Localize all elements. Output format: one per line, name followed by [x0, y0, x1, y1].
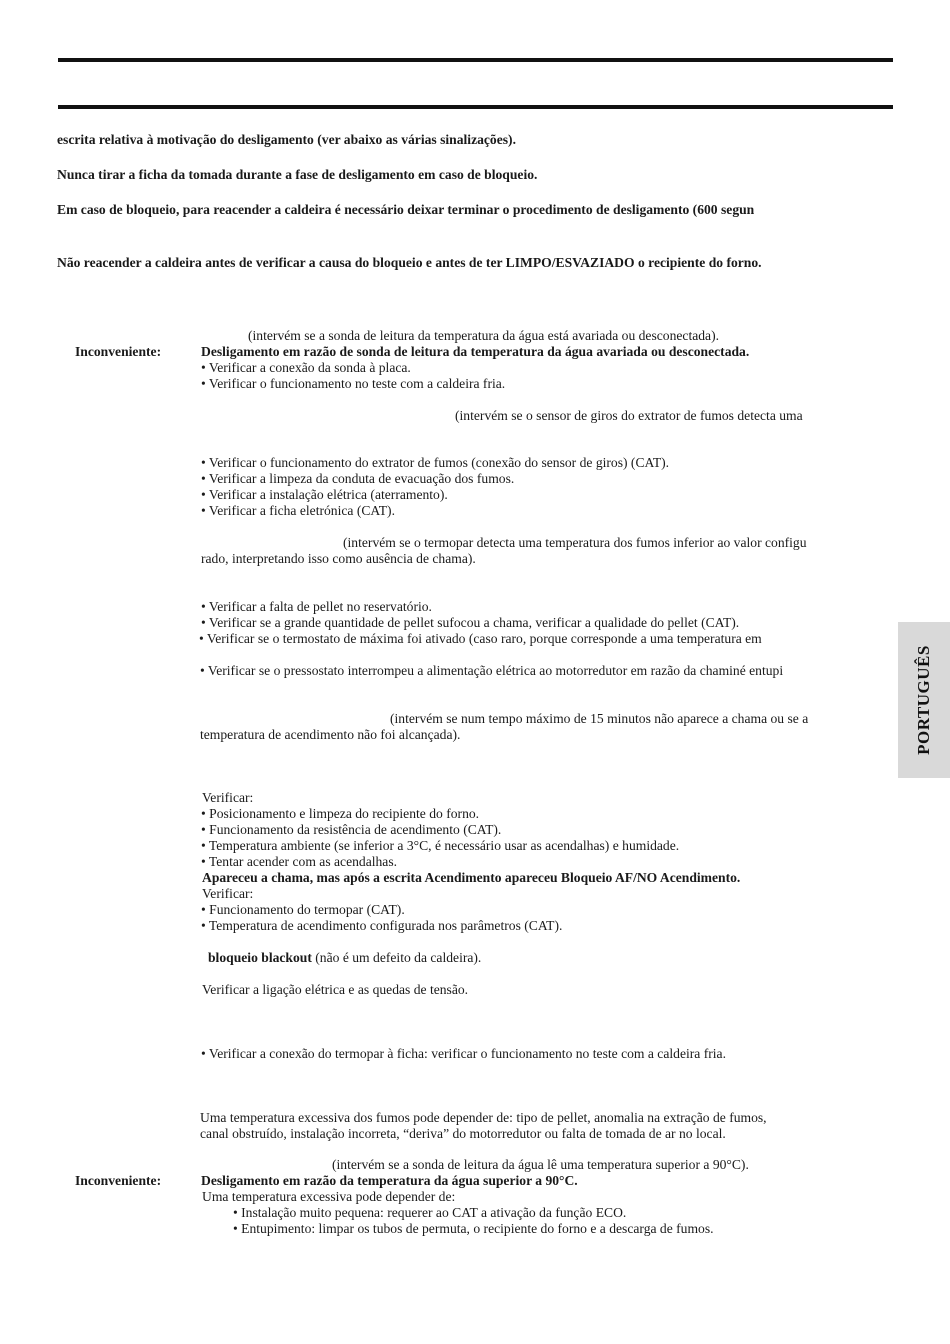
extractor-note: (intervém se o sensor de giros do extrator de fumos detecta uma	[455, 408, 803, 423]
extractor-item: • Verificar a instalação elétrica (aterramento).	[201, 487, 448, 502]
ignition-check-label-2: Verificar:	[202, 886, 254, 901]
water-probe-note: (intervém se a sonda de leitura da temperatura da água está avariada ou desconectada).	[248, 328, 720, 343]
water-probe-label: Inconveniente:	[75, 344, 162, 359]
intro-paragraph-2: Nunca tirar a ficha da tomada durante a fase de desligamento em caso de bloqueio.	[57, 167, 538, 182]
ignition-item: • Tentar acender com as acendalhas.	[201, 854, 398, 869]
water-probe-problem: Desligamento em razão de sonda de leitura da temperatura da água avariada ou desconectada.	[201, 344, 750, 359]
extractor-item: • Verificar o funcionamento do extrator de fumos (conexão do sensor de giros) (CAT).	[201, 455, 670, 470]
ignition-check-label: Verificar:	[202, 790, 254, 805]
blackout-check: Verificar a ligação elétrica e as quedas de tensão.	[202, 982, 469, 997]
thermocouple-note-cont: rado, interpretando isso como ausência de chama).	[201, 551, 476, 566]
intro-paragraph-3: Em caso de bloqueio, para reacender a caldeira é necessário deixar terminar o procedimento de desligamento (600 segun	[57, 202, 755, 217]
fumes-temp-line-1: Uma temperatura excessiva dos fumos pode depender de: tipo de pellet, anomalia na extração de fumos,	[200, 1110, 767, 1125]
water-temp-intro: Uma temperatura excessiva pode depender de:	[202, 1189, 456, 1204]
water-temp-note: (intervém se a sonda de leitura da água lê uma temperatura superior a 90°C).	[332, 1157, 749, 1172]
fumes-temp-line-2: canal obstruído, instalação incorreta, “deriva” do motorredutor ou falta de tomada de ar no local.	[200, 1126, 726, 1141]
language-side-tab	[898, 622, 950, 778]
blackout-bold: bloqueio blackout	[208, 950, 312, 965]
thermocouple-item: • Verificar se a grande quantidade de pellet sufocou a chama, verificar a qualidade do pellet (CAT).	[201, 615, 740, 630]
extractor-item: • Verificar a limpeza da conduta de evacuação dos fumos.	[201, 471, 515, 486]
ignition-item: • Posicionamento e limpeza do recipiente do forno.	[201, 806, 480, 821]
water-temp-item: • Entupimento: limpar os tubos de permuta, o recipiente do forno e a descarga de fumos.	[233, 1221, 714, 1236]
blackout-line	[208, 950, 481, 966]
blackout-rest: (não é um defeito da caldeira).	[311, 950, 482, 965]
thermocouple-conn-item: • Verificar a conexão do termopar à ficha: verificar o funcionamento no teste com a caldeira fria.	[201, 1046, 726, 1061]
water-temp-problem: Desligamento em razão da temperatura da água superior a 90°C.	[201, 1173, 578, 1188]
thermocouple-item-extra: • Verificar se o pressostato interrompeu a alimentação elétrica ao motorredutor em razão da chaminé entupi	[200, 663, 784, 678]
second-rule	[58, 105, 893, 109]
thermocouple-item: • Verificar se o termostato de máxima foi ativado (caso raro, porque corresponde a uma temperatura em	[199, 631, 762, 646]
water-probe-item: • Verificar a conexão da sonda à placa.	[201, 360, 411, 375]
intro-paragraph-4: Não reacender a caldeira antes de verificar a causa do bloqueio e antes de ter LIMPO/ESVAZIADO o recipiente do forno.	[57, 255, 762, 270]
top-rule	[58, 58, 893, 62]
ignition-item: • Temperatura ambiente (se inferior a 3°C, é necessário usar as acendalhas) e humidade.	[201, 838, 680, 853]
extractor-item: • Verificar a ficha eletrónica (CAT).	[201, 503, 395, 518]
water-probe-item: • Verificar o funcionamento no teste com a caldeira fria.	[201, 376, 506, 391]
water-temp-label: Inconveniente:	[75, 1173, 162, 1188]
thermocouple-item: • Verificar a falta de pellet no reservatório.	[201, 599, 432, 614]
ignition-item-2: • Funcionamento do termopar (CAT).	[201, 902, 405, 917]
thermocouple-note: (intervém se o termopar detecta uma temperatura dos fumos inferior ao valor configu	[343, 535, 807, 550]
ignition-note: (intervém se num tempo máximo de 15 minutos não aparece a chama ou se a	[390, 711, 809, 726]
language-side-tab-label: PORTUGUÊS	[914, 645, 933, 755]
ignition-note-cont: temperatura de acendimento não foi alcançada).	[200, 727, 461, 742]
ignition-bold-line: Apareceu a chama, mas após a escrita Acendimento apareceu Bloqueio AF/NO Acendimento.	[202, 870, 741, 885]
ignition-item: • Funcionamento da resistência de acendimento (CAT).	[201, 822, 502, 837]
ignition-item-2: • Temperatura de acendimento configurada nos parâmetros (CAT).	[201, 918, 563, 933]
water-temp-item: • Instalação muito pequena: requerer ao CAT a ativação da função ECO.	[233, 1205, 627, 1220]
intro-paragraph-1: escrita relativa à motivação do desligamento (ver abaixo as várias sinalizações).	[57, 132, 516, 147]
